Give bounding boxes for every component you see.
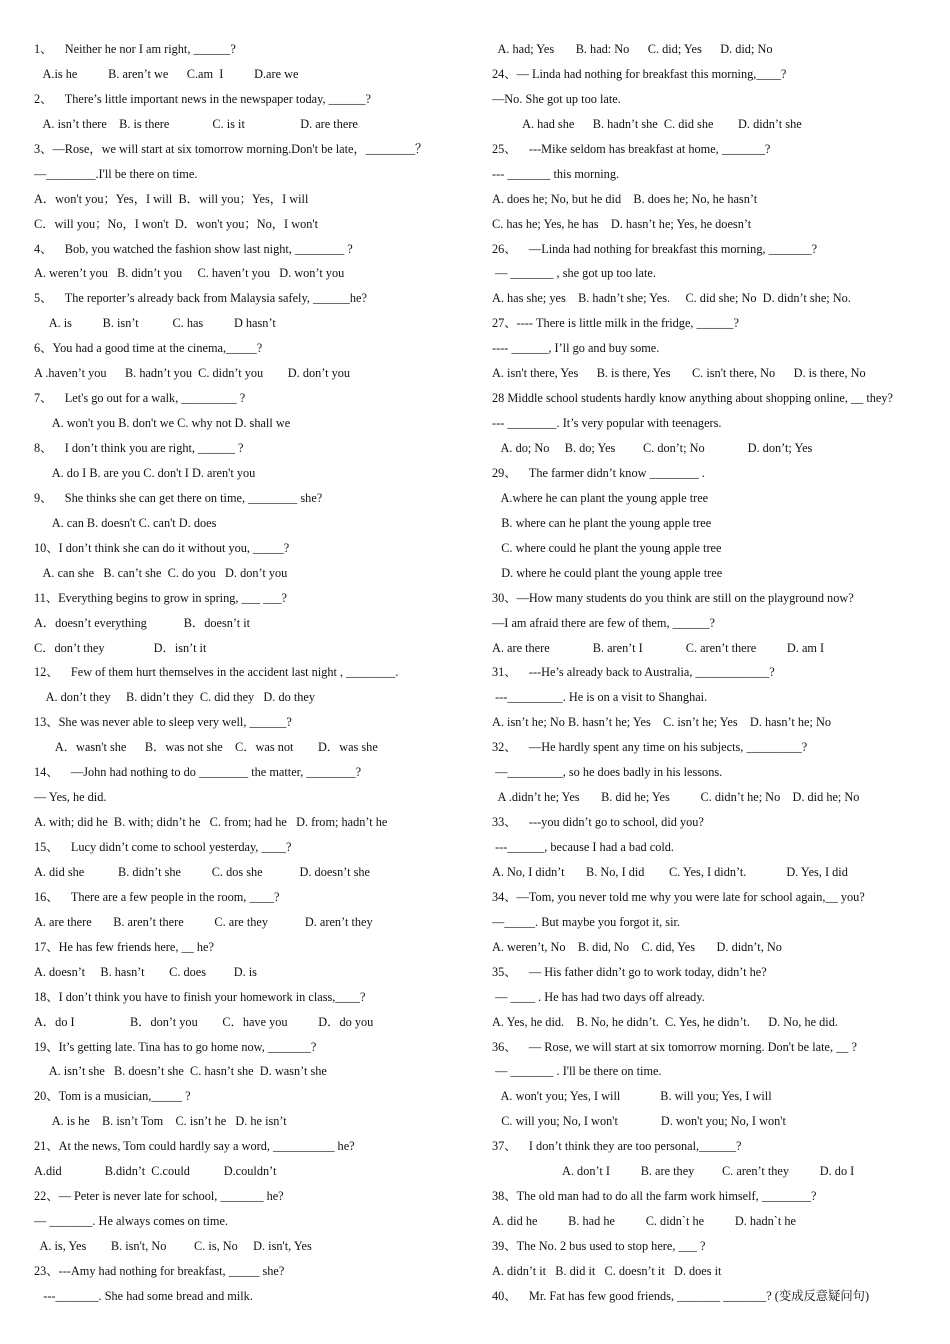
question-line: C. will you; No, I won't D. won't you; No, I won't: [492, 1114, 786, 1129]
question-line: A. weren’t, No B. did, No C. did, Yes D. didn’t, No: [492, 939, 782, 954]
question-line: A. can B. doesn't C. can't D. does: [34, 515, 217, 530]
question-line: A. Yes, he did. B. No, he didn’t. C. Yes, he didn’t. D. No, he did.: [492, 1014, 838, 1029]
question-line: 23、---Amy had nothing for breakfast, _____ she?: [34, 1263, 285, 1278]
question-line: A. with; did he B. with; didn’t he C. from; had he D. from; hadn’t he: [34, 815, 388, 830]
question-line: A.did B.didn’t C.could D.couldn’t: [34, 1164, 277, 1179]
question-line: 7、 Let's go out for a walk, _________ ?: [34, 391, 246, 406]
question-line: 26、 —Linda had nothing for breakfast this morning, _______?: [492, 241, 818, 256]
question-line: —No. She got up too late.: [492, 91, 621, 106]
question-line: 22、— Peter is never late for school, _______ he?: [34, 1189, 284, 1204]
question-line: 21、At the news, Tom could hardly say a word, __________ he?: [34, 1139, 355, 1154]
question-line: A. do I B. are you C. don't I D. aren't you: [34, 465, 256, 480]
question-line: 36、 — Rose, we will start at six tomorrow morning. Don't be late, __ ?: [492, 1039, 857, 1054]
question-line: A.is he B. aren’t we C.am I D.are we: [34, 66, 299, 81]
question-line: 13、She was never able to sleep very well, ______?: [34, 715, 292, 730]
question-line: 34、—Tom, you never told me why you were late for school again,__ you?: [492, 889, 865, 904]
question-line: A. are there B. aren’t I C. aren’t there D. am I: [492, 640, 825, 655]
question-line: A. had she B. hadn’t she C. did she D. didn’t she: [492, 116, 802, 131]
question-line: 39、The No. 2 bus used to stop here, ___ ?: [492, 1239, 706, 1253]
question-line: A. has she; yes B. hadn’t she; Yes. C. did she; No D. didn’t she; No.: [492, 291, 851, 306]
question-line: — _______ , she got up too late.: [492, 266, 656, 281]
question-line: 29、 The farmer didn’t know ________ .: [492, 465, 705, 480]
question-line: A．do I B．don’t you C．have you D．do you: [34, 1014, 374, 1029]
question-line: 27、---- There is little milk in the fridge, ______?: [492, 316, 739, 331]
question-line: ---_______. She had some bread and milk.: [34, 1288, 253, 1303]
question-line: ---_________. He is on a visit to Shanghai.: [492, 690, 708, 705]
question-line: A. didn’t it B. did it C. doesn’t it D. does it: [492, 1263, 722, 1278]
question-line: 32、 —He hardly spent any time on his subjects, _________?: [492, 740, 808, 755]
question-line: A. doesn’t B. hasn’t C. does D. is: [34, 964, 257, 979]
question-line: C. has he; Yes, he has D. hasn’t he; Yes, he doesn’t: [492, 216, 752, 231]
question-line: 6、You had a good time at the cinema,_____?: [34, 341, 263, 356]
left-column: [34, 37, 474, 1309]
question-line: 14、 —John had nothing to do ________ the matter, ________?: [34, 765, 362, 780]
question-line: — _______. He always comes on time.: [34, 1214, 228, 1229]
question-line: A. don’t I B. are they C. aren’t they D. do I: [492, 1164, 855, 1179]
question-line: 38、The old man had to do all the farm work himself, ________?: [492, 1189, 817, 1204]
question-line: 5、 The reporter’s already back from Malaysia safely, ______he?: [34, 291, 367, 306]
question-line: —_________, so he does badly in his lessons.: [492, 765, 723, 780]
question-line: A. is B. isn’t C. has D hasn’t: [34, 316, 276, 331]
question-line: 11、Everything begins to grow in spring, ___ ___?: [34, 590, 287, 605]
question-line: 18、I don’t think you have to finish your homework in class,____?: [34, 989, 366, 1004]
question-line: 31、 ---He’s already back to Australia, ____________?: [492, 665, 775, 680]
question-line: 16、 There are a few people in the room, ____?: [34, 889, 280, 904]
question-line: A. isn't there, Yes B. is there, Yes C. isn't there, No D. is there, No: [492, 366, 866, 381]
question-line: A. is he B. isn’t Tom C. isn’t he D. he isn’t: [34, 1114, 287, 1129]
question-line: A. won't you B. don't we C. why not D. shall we: [34, 416, 291, 431]
question-line: —________.I'll be there on time.: [34, 166, 198, 181]
question-line: — _______ . I'll be there on time.: [492, 1064, 662, 1079]
question-line: 24、— Linda had nothing for breakfast this morning,____?: [492, 66, 787, 81]
question-line: —_____. But maybe you forgot it, sir.: [492, 914, 680, 929]
question-line: 2、 There’s little important news in the newspaper today, ______?: [34, 91, 371, 106]
question-line: A．wasn't she B．was not she C．was not D．was she: [34, 740, 378, 755]
question-line: 1、 Neither he nor I am right, ______?: [34, 42, 236, 56]
question-line: 9、 She thinks she can get there on time, ________ she?: [34, 490, 323, 505]
question-line: A. isn’t he; No B. hasn’t he; Yes C. isn’t he; Yes D. hasn’t he; No: [492, 715, 831, 730]
question-line: A. did he B. had he C. didn`t he D. hadn`t he: [492, 1214, 796, 1229]
question-line: 37、 I don’t think they are too personal,______?: [492, 1139, 742, 1154]
question-line: 35、 — His father didn’t go to work today, didn’t he?: [492, 964, 767, 979]
question-line: A. is, Yes B. isn't, No C. is, No D. isn't, Yes: [34, 1239, 312, 1253]
question-line: A. does he; No, but he did B. does he; No, he hasn’t: [492, 191, 758, 206]
question-line: --- _______ this morning.: [492, 166, 620, 181]
question-line: A. won't you; Yes, I will B. will you; Yes, I will: [492, 1089, 772, 1104]
question-line: 19、It’s getting late. Tina has to go home now, _______?: [34, 1039, 317, 1054]
question-line: — Yes, he did.: [34, 790, 107, 805]
question-line: — ____ . He has had two days off already.: [492, 989, 705, 1004]
question-line: 10、I don’t think she can do it without you, _____?: [34, 540, 290, 555]
question-line: 33、 ---you didn’t go to school, did you?: [492, 815, 704, 830]
question-line: ---______, because I had a bad cold.: [492, 840, 674, 854]
question-line: 28 Middle school students hardly know anything about shopping online, __ they?: [492, 391, 893, 406]
question-line: C. where could he plant the young apple tree: [492, 540, 722, 555]
question-line: A．doesn’t everything B．doesn’t it: [34, 615, 251, 630]
question-line: A. did she B. didn’t she C. dos she D. doesn’t she: [34, 864, 370, 879]
question-line: B. where can he plant the young apple tree: [492, 515, 712, 530]
question-line: —I am afraid there are few of them, ______?: [492, 615, 715, 630]
question-line: A. can she B. can’t she C. do you D. don’t you: [34, 565, 288, 580]
question-line: A .haven’t you B. hadn’t you C. didn’t you D. don’t you: [34, 366, 351, 381]
question-line: 15、 Lucy didn’t come to school yesterday, ____?: [34, 840, 292, 854]
question-line: A. isn’t there B. is there C. is it D. are there: [34, 116, 358, 131]
question-line: --- ________. It’s very popular with teenagers.: [492, 416, 722, 431]
question-line: C．will you；No，I won't D．won't you；No，I won't: [34, 216, 319, 231]
question-line: A. do; No B. do; Yes C. don’t; No D. don’t; Yes: [492, 441, 813, 455]
question-line: A. don’t they B. didn’t they C. did they D. do they: [34, 690, 315, 705]
question-line: 40、 Mr. Fat has few good friends, _______ _______? (变成反意疑问句): [492, 1288, 870, 1303]
question-line: 25、 ---Mike seldom has breakfast at home, _______?: [492, 141, 771, 156]
question-line: A. isn’t she B. doesn’t she C. hasn’t she D. wasn’t she: [34, 1064, 327, 1079]
question-line: 30、—How many students do you think are still on the playground now?: [492, 590, 854, 605]
question-line: 12、 Few of them hurt themselves in the accident last night , ________.: [34, 665, 399, 680]
question-line: ---- ______, I’ll go and buy some.: [492, 341, 660, 356]
question-line: A．won't you；Yes，I will B．will you；Yes，I will: [34, 191, 309, 206]
question-line: 3、—Rose，we will start at six tomorrow morning.Don't be late，________？: [34, 141, 428, 156]
question-line: 8、 I don’t think you are right, ______ ?: [34, 441, 244, 455]
question-line: A. had; Yes B. had: No C. did; Yes D. did; No: [492, 42, 773, 56]
question-line: A. are there B. aren’t there C. are they D. aren’t they: [34, 914, 373, 929]
question-line: D. where he could plant the young apple tree: [492, 565, 723, 580]
question-line: 17、He has few friends here, __ he?: [34, 939, 214, 954]
question-line: A. weren’t you B. didn’t you C. haven’t you D. won’t you: [34, 266, 345, 281]
question-line: C．don’t they D．isn’t it: [34, 640, 207, 655]
question-line: A .didn’t he; Yes B. did he; Yes C. didn’t he; No D. did he; No: [492, 790, 860, 805]
question-line: 4、 Bob, you watched the fashion show last night, ________ ?: [34, 241, 353, 256]
right-column: [492, 37, 932, 1309]
question-line: A.where he can plant the young apple tree: [492, 490, 709, 505]
question-line: 20、Tom is a musician,_____ ?: [34, 1089, 191, 1104]
question-line: A. No, I didn’t B. No, I did C. Yes, I didn’t. D. Yes, I did: [492, 864, 848, 879]
